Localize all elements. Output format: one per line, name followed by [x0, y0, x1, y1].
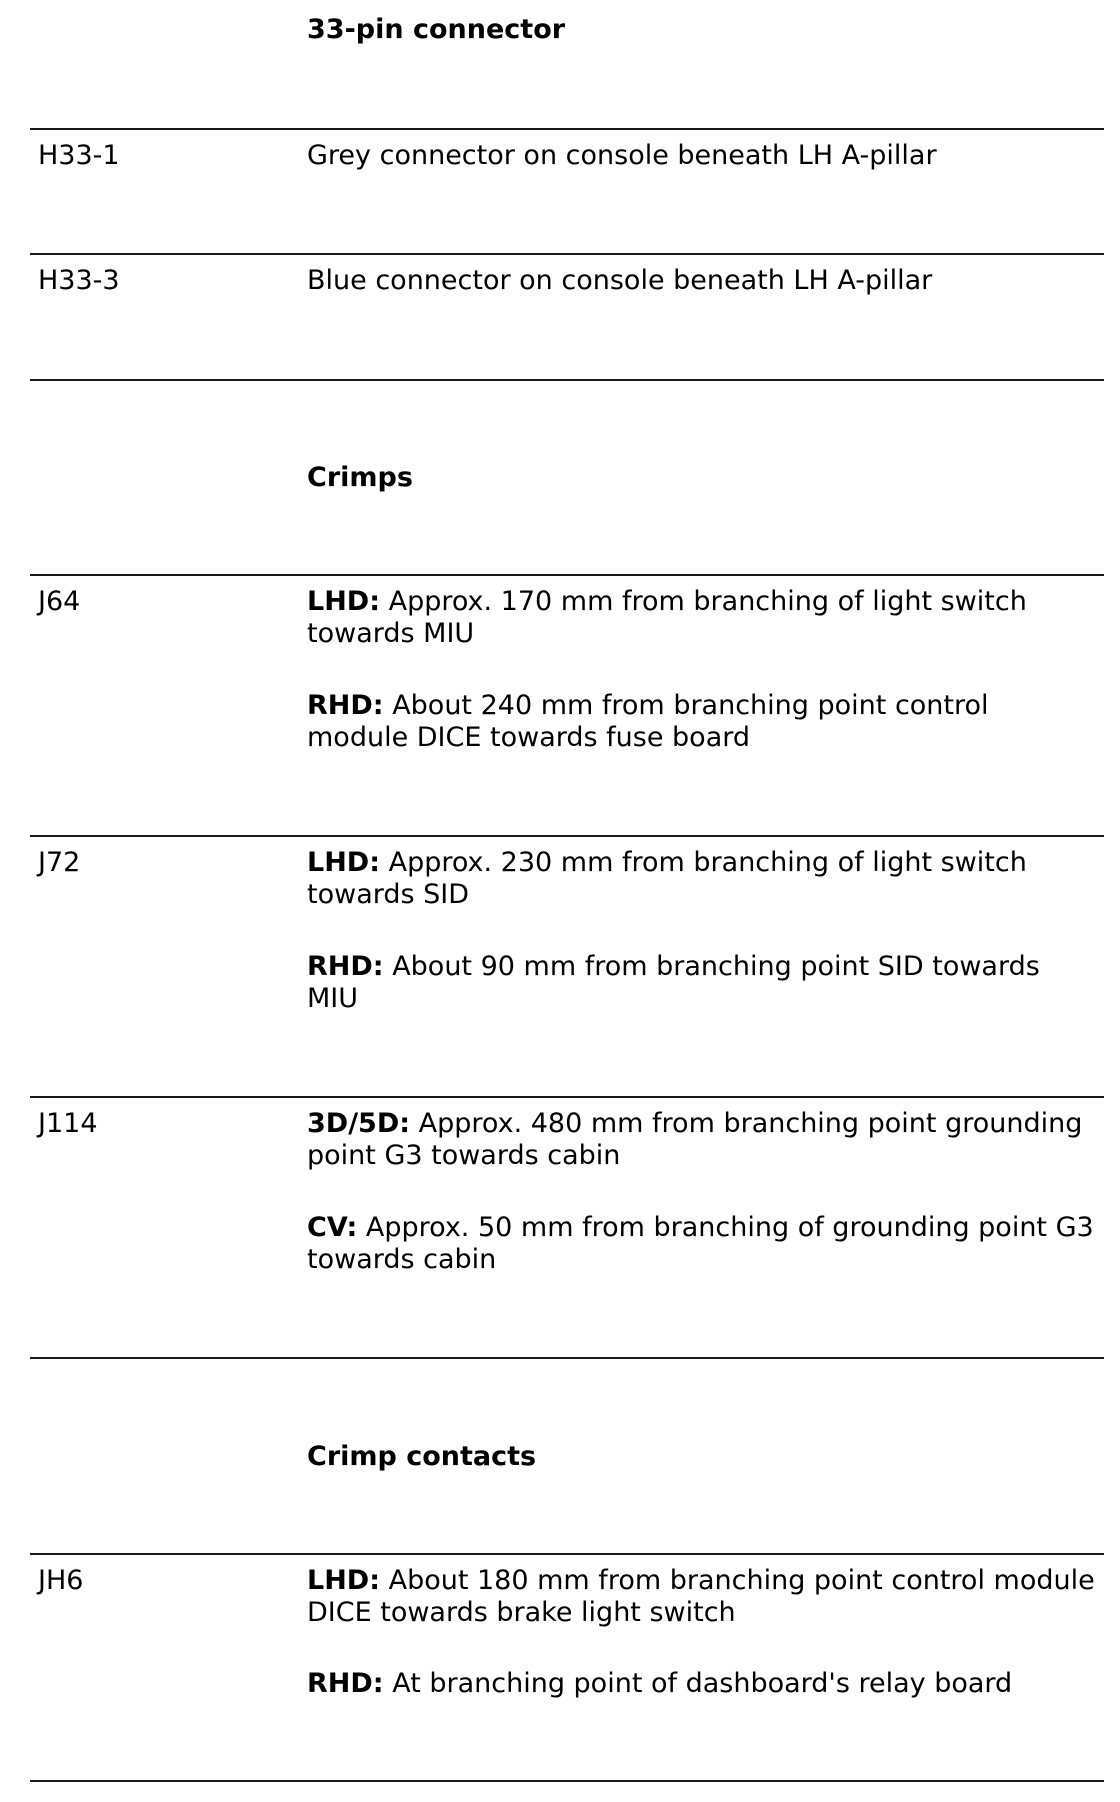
variant-label: LHD:: [307, 586, 381, 617]
component-location: [307, 586, 1097, 650]
location-text: Grey connector on console beneath LH A-pillar: [307, 140, 937, 171]
row-divider: [30, 253, 1104, 255]
row-divider: [30, 1780, 1104, 1782]
component-location: [307, 951, 1097, 1015]
row-divider: [30, 379, 1104, 381]
location-text: About 90 mm from branching point SID towards MIU: [307, 951, 1040, 1014]
component-location: [307, 1108, 1097, 1172]
component-code: H33-1: [38, 140, 120, 171]
component-code: JH6: [38, 1565, 84, 1596]
component-location: [307, 265, 1097, 297]
location-text: At branching point of dashboard's relay board: [383, 1668, 1013, 1699]
variant-label: RHD:: [307, 951, 384, 982]
variant-label: LHD:: [307, 1565, 381, 1596]
variant-label: RHD:: [307, 690, 384, 721]
location-text: Approx. 50 mm from branching of grounding point G3 towards cabin: [307, 1212, 1094, 1275]
location-text: Approx. 480 mm from branching point grounding point G3 towards cabin: [307, 1108, 1083, 1171]
location-text: Approx. 230 mm from branching of light switch towards SID: [307, 847, 1027, 910]
location-text: Blue connector on console beneath LH A-pillar: [307, 265, 933, 296]
row-divider: [30, 574, 1104, 576]
variant-label: 3D/5D:: [307, 1108, 411, 1139]
component-location: [307, 1212, 1097, 1276]
variant-label: RHD:: [307, 1668, 384, 1699]
variant-label: LHD:: [307, 847, 381, 878]
row-divider: [30, 128, 1104, 130]
variant-label: CV:: [307, 1212, 358, 1243]
row-divider: [30, 1096, 1104, 1098]
component-location: [307, 1565, 1097, 1629]
location-text: About 240 mm from branching point control module DICE towards fuse board: [307, 690, 989, 753]
location-text: About 180 mm from branching point control module DICE towards brake light switch: [307, 1565, 1095, 1628]
section-heading-crimps: Crimps: [307, 462, 413, 493]
row-divider: [30, 835, 1104, 837]
row-divider: [30, 1357, 1104, 1359]
row-divider: [30, 1553, 1104, 1555]
component-location: [307, 847, 1097, 911]
section-heading-33-pin-connector: 33-pin connector: [307, 14, 566, 45]
section-heading-crimp-contacts: Crimp contacts: [307, 1441, 537, 1472]
location-text: Approx. 170 mm from branching of light switch towards MIU: [307, 586, 1027, 649]
component-location: [307, 690, 1097, 754]
component-code: J72: [38, 847, 81, 878]
component-location: [307, 1668, 1097, 1700]
component-code: H33-3: [38, 265, 120, 296]
component-location: [307, 140, 1097, 172]
component-code: J114: [38, 1108, 98, 1139]
component-code: J64: [38, 586, 81, 617]
